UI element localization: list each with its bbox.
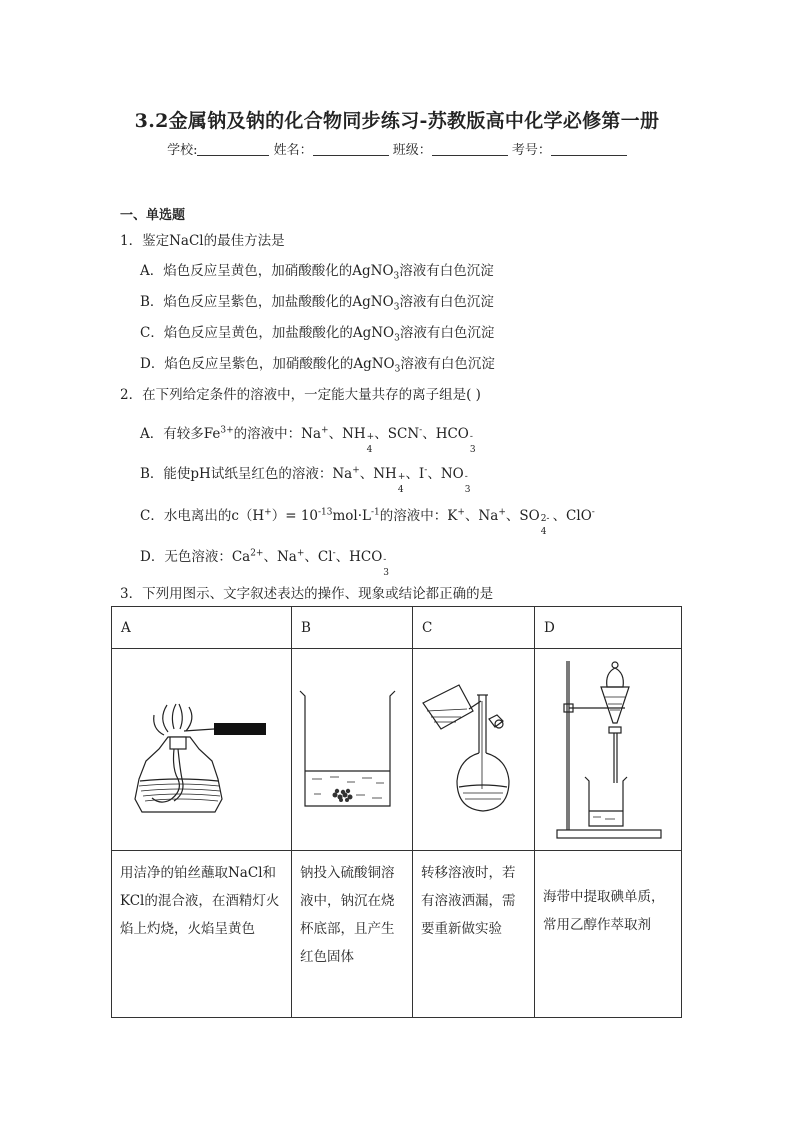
q1-option-d: D．焰色反应呈紫色，加硝酸酸化的AgNO$_3$溶液有白色沉淀	[140, 356, 495, 375]
number-blank[interactable]	[551, 142, 627, 156]
description-c: 转移溶液时，若有溶液洒漏，需要重新做实验	[413, 851, 535, 1018]
figure-cell-c	[413, 649, 535, 851]
header-d: D	[535, 607, 682, 649]
name-label: 姓名：	[273, 143, 313, 158]
class-label: 班级：	[392, 143, 432, 158]
section-heading: 一、单选题	[120, 208, 186, 223]
q2-option-d: D．无色溶液：$Ca^{2+}$、Na+、Cl-、HCO - 3	[140, 548, 390, 578]
class-blank[interactable]	[432, 142, 508, 156]
student-info-line	[0, 139, 794, 158]
q3-stem: 3．下列用图示、文字叙述表达的操作、现象或结论都正确的是	[120, 586, 494, 602]
school-label: 学校:	[167, 143, 198, 158]
q2-option-b: B．能使pH试纸呈红色的溶液：Na+、NH + 4 、I-、NO - 3	[140, 465, 471, 495]
header-b: B	[292, 607, 413, 649]
school-blank[interactable]	[197, 142, 269, 156]
header-c: C	[413, 607, 535, 649]
beaker-figure	[292, 649, 405, 846]
q1-option-b: B．焰色反应呈紫色，加盐酸酸化的AgNO$_3$溶液有白色沉淀	[140, 294, 494, 313]
q3-options-table	[111, 606, 682, 1018]
volumetric-flask-figure	[413, 649, 527, 846]
q2-stem: 2．在下列给定条件的溶液中，一定能大量共存的离子组是( )	[120, 387, 481, 403]
platinum-wire-handle	[214, 723, 266, 735]
figure-cell-b	[292, 649, 413, 851]
number-label: 考号：	[511, 143, 551, 158]
document-title: 3.2金属钠及钠的化合物同步练习-苏教版高中化学必修第一册	[134, 110, 660, 132]
description-b: 钠投入硫酸铜溶液中，钠沉在烧杯底部，且产生红色固体	[292, 851, 413, 1018]
figure-cell-d	[535, 649, 682, 851]
separatory-funnel-figure	[535, 649, 681, 846]
q1-option-a: A．焰色反应呈黄色，加硝酸酸化的AgNO$_3$溶液有白色沉淀	[140, 263, 494, 282]
q1-stem: 1．鉴定NaCl的最佳方法是	[120, 233, 285, 249]
figure-cell-a	[112, 649, 292, 851]
q2-option-c: C．水电离出的$c(H^+)= 10^{-13}mol\cdot L^{-1}$的溶液中：K+、Na+、SO 2- 4 、ClO-	[140, 507, 595, 537]
q1-option-c: C．焰色反应呈黄色，加盐酸酸化的AgNO$_3$溶液有白色沉淀	[140, 325, 495, 344]
name-blank[interactable]	[313, 142, 389, 156]
q2-option-a: A．有较多$Fe^{3+}$的溶液中：Na+、NH + 4 、SCN-、HCO - 3	[140, 425, 476, 455]
alcohol-lamp-figure	[112, 649, 284, 846]
description-d: 海带中提取碘单质，常用乙醇作萃取剂	[535, 851, 682, 1018]
description-a: 用洁净的铂丝蘸取NaCl和KCl的混合液，在酒精灯火焰上灼烧，火焰呈黄色	[112, 851, 292, 1018]
header-a: A	[112, 607, 292, 649]
